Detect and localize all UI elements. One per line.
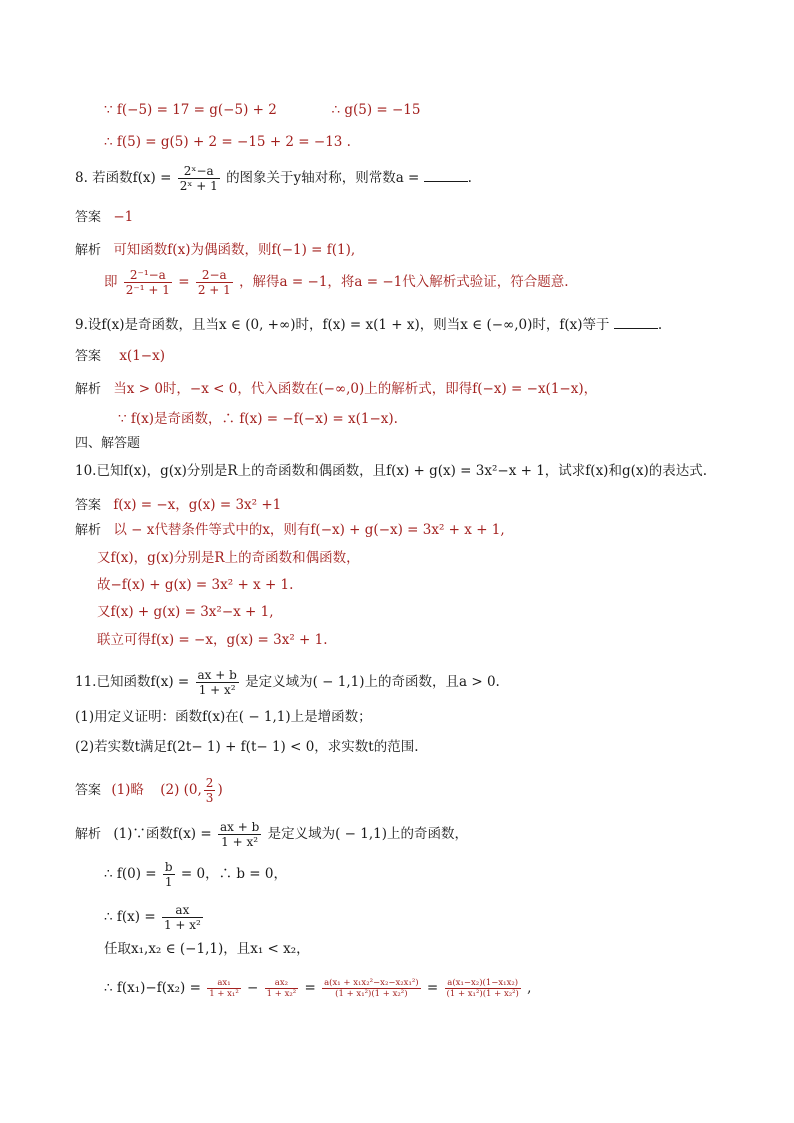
explanation-11-line-5: ∴ f(x₁)−f(x₂) = $\frac{\text{ax₁}}{\text{1 + x₁²}}$ − $\frac{\text{ax₂}}{\text{1 + x₂²}}$ = $\frac{\text{a(x₁ + x₁x₂²−x₂−x₂x₁²)}}{\text{(1 + x₁²)(1 + x₂²)}}$ = $\frac{\text{a(x₁−x₂)(1−x₁x₂)}}{\text{(1 + x₁²)(1 + x₂²)}}$ , [104,978,532,999]
solution-line-2: ∴ f(5) = g(5) + 2 = −15 + 2 = −13 . [104,134,351,150]
q8-fraction: $\frac{\text{2ˣ−a}}{\text{2ˣ + 1}}$ [179,164,218,193]
answer-blank [424,169,468,182]
answer-8: 答案 −1 [75,209,134,225]
e11-fraction-c: $\frac{ax}{\text{1 + x²}}$ [163,903,201,932]
question-11: 11.已知函数f(x) = $\frac{ax + b}{\text{1 + x²}}$ 是定义域为( − 1,1)上的奇函数，且a > 0. [75,668,500,697]
solution-line-1 [104,101,420,119]
e11-fraction-d: $\frac{\text{ax₁}}{\text{1 + x₁²}}$ [209,978,239,999]
e8-fraction-1: $\frac{\text{2⁻¹−a}}{\text{2⁻¹ + 1}}$ [125,268,170,297]
question-11-part-2: (2)若实数t满足f(2t− 1) + f(t− 1) < 0，求实数t的范围. [75,739,419,755]
e8-fraction-2: $\frac{2-a}{2 + 1}$ [197,268,231,297]
question-10: 10.已知f(x)，g(x)分别是R上的奇函数和偶函数，且f(x) + g(x) = 3x²−x + 1，试求f(x)和g(x)的表达式. [75,463,708,479]
answer-11: 答案 (1)略 (2) (0, $\frac{2}{3}$ ) [75,776,223,805]
q11-fraction: $\frac{ax + b}{\text{1 + x²}}$ [197,668,237,697]
question-8: 8. 若函数f(x) = $\frac{\text{2ˣ−a}}{\text{2ˣ + 1}}$ 的图象关于y轴对称，则常数a = . [75,164,472,193]
explanation-9: 解析 当x > 0时，−x < 0，代入函数在(−∞,0)上的解析式，即得f(−x) = −x(1−x)， [75,381,598,397]
explanation-11-line-4: 任取x₁,x₂ ∈ (−1,1)，且x₁ < x₂， [104,941,310,957]
e11-fraction-b: $\frac{b}{1}$ [164,860,173,889]
explanation-8-line-2: 即 $\frac{\text{2⁻¹−a}}{\text{2⁻¹ + 1}}$ = $\frac{2-a}{2 + 1}$ ，解得a = −1，将a = −1代入解析式验证，符合题意. [104,268,569,297]
explanation-10-line-4: 又f(x) + g(x) = 3x²−x + 1, [97,604,274,620]
solution-line-1a: ∵ f(−5) = 17 = g(−5) + 2 [104,102,277,118]
question-11-part-1: (1)用定义证明：函数f(x)在( − 1,1)上是增函数； [75,709,372,725]
explanation-10: 解析 以 − x代替条件等式中的x，则有f(−x) + g(−x) = 3x² + x + 1, [75,522,505,538]
explanation-10-line-3: 故−f(x) + g(x) = 3x² + x + 1. [97,577,294,593]
answer-10: 答案 f(x) = −x，g(x) = 3x² +1 [75,497,282,513]
explanation-9-line-2: ∵ f(x)是奇函数，∴ f(x) = −f(−x) = x(1−x). [118,411,398,427]
answer-blank [614,316,658,329]
e11-fraction-f: $\frac{\text{a(x₁ + x₁x₂²−x₂−x₂x₁²)}}{\text{(1 + x₁²)(1 + x₂²)}}$ [324,978,419,999]
a11-fraction: $\frac{2}{3}$ [205,776,214,805]
answer-9: 答案 x(1−x) [75,348,165,364]
explanation-8: 解析 可知函数f(x)为偶函数，则f(−1) = f(1), [75,242,356,258]
explanation-11: 解析 (1)∵函数f(x) = $\frac{ax + b}{\text{1 + x²}}$ 是定义域为( − 1,1)上的奇函数， [75,820,468,849]
section-heading: 四、解答题 [75,436,141,451]
question-9: 9.设f(x)是奇函数，且当x ∈ (0, +∞)时，f(x) = x(1 + x)，则当x ∈ (−∞,0)时，f(x)等于 . [75,317,663,333]
e11-fraction-e: $\frac{\text{ax₂}}{\text{1 + x₂²}}$ [266,978,297,999]
solution-line-1b: ∴ g(5) = −15 [331,102,421,118]
explanation-10-line-2: 又f(x)，g(x)分别是R上的奇函数和偶函数， [97,550,360,566]
explanation-10-line-5: 联立可得f(x) = −x，g(x) = 3x² + 1. [97,632,328,648]
e11-fraction-g: $\frac{\text{a(x₁−x₂)(1−x₁x₂)}}{\text{(1 + x₁²)(1 + x₂²)}}$ [446,978,519,999]
explanation-11-line-2: ∴ f(0) = $\frac{b}{1}$ = 0，∴ b = 0， [104,860,287,889]
e11-fraction: $\frac{ax + b}{\text{1 + x²}}$ [219,820,260,849]
explanation-11-line-3: ∴ f(x) = $\frac{ax}{\text{1 + x²}}$ [104,903,201,932]
